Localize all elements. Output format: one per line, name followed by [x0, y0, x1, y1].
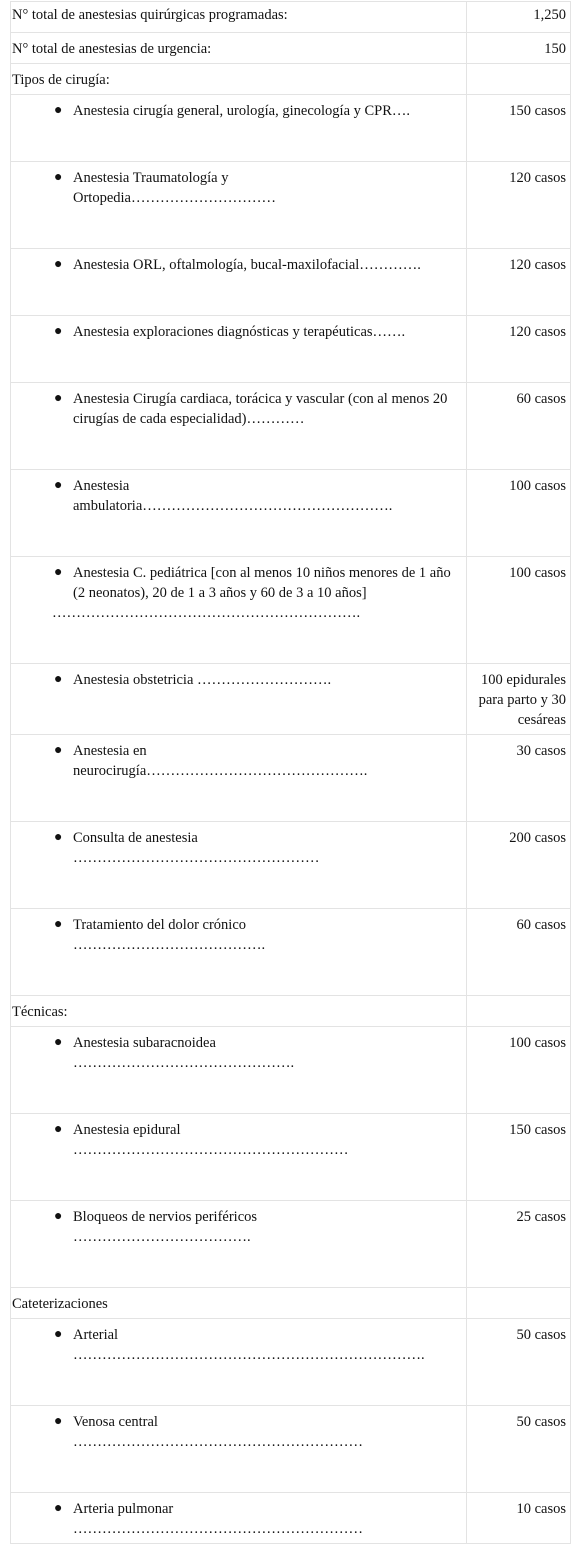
item-value: 50 casos [467, 1319, 571, 1406]
item-text: Bloqueos de nervios periféricos ………………………………. [73, 1209, 258, 1245]
item-value: 10 casos [467, 1493, 571, 1544]
bullet-icon: ● [54, 743, 63, 758]
item-value: 120 casos [467, 316, 571, 383]
item-value: 120 casos [467, 249, 571, 316]
item-text: Arterial ………………………………………………………………. [73, 1327, 425, 1363]
section-tecnicas-heading: Técnicas: [11, 996, 467, 1027]
list-item [11, 1201, 571, 1288]
bullet-icon: ● [54, 391, 63, 406]
urgencia-value: 150 [467, 33, 571, 64]
list-item [11, 95, 571, 162]
item-value: 120 casos [467, 162, 571, 249]
urgencia-label: N° total de anestesias de urgencia: [11, 33, 467, 64]
bullet-icon: ● [54, 830, 63, 845]
bullet-icon: ● [54, 257, 63, 272]
item-value: 150 casos [467, 95, 571, 162]
section-row [11, 64, 571, 95]
list-item [11, 909, 571, 996]
bullet-icon: ● [54, 170, 63, 185]
item-value: 25 casos [467, 1201, 571, 1288]
table-row [11, 33, 571, 64]
item-text: Anestesia obstetricia ………………………. [73, 672, 332, 688]
list-item [11, 316, 571, 383]
bullet-icon: ● [54, 672, 63, 687]
bullet-icon: ● [54, 1414, 63, 1429]
bullet-icon: ● [54, 565, 63, 580]
item-value: 100 casos [467, 557, 571, 664]
item-value: 50 casos [467, 1406, 571, 1493]
item-value: 200 casos [467, 822, 571, 909]
item-text: Anestesia ORL, oftalmología, bucal-maxilofacial…………. [73, 257, 421, 273]
item-value: 100 casos [467, 470, 571, 557]
list-item [11, 1493, 571, 1544]
bullet-icon: ● [54, 1501, 63, 1516]
item-text: Anestesia exploraciones diagnósticas y terapéuticas……. [73, 324, 406, 340]
bullet-icon: ● [54, 1035, 63, 1050]
list-item [11, 1319, 571, 1406]
list-item [11, 735, 571, 822]
item-leader-dots: ………………………………………………………. [52, 605, 361, 621]
list-item [11, 1114, 571, 1201]
bullet-icon: ● [54, 324, 63, 339]
item-value: 30 casos [467, 735, 571, 822]
item-text: Anestesia C. pediátrica [con al menos 10 niños menores de 1 año (2 neonatos), 20 de 1 a 3 años y 60 de 3 a 10 años] [73, 565, 451, 601]
item-value: 60 casos [467, 909, 571, 996]
item-value: 60 casos [467, 383, 571, 470]
item-text: Venosa central …………………………………………………… [73, 1414, 363, 1450]
item-value: 100 casos [467, 1027, 571, 1114]
programadas-label: N° total de anestesias quirúrgicas programadas: [11, 2, 467, 33]
item-text: Consulta de anestesia …………………………………………… [73, 830, 320, 866]
table-row [11, 2, 571, 33]
list-item [11, 162, 571, 249]
list-item [11, 664, 571, 735]
item-text: Anestesia epidural ………………………………………………… [73, 1122, 349, 1158]
section-tipos-heading: Tipos de cirugía: [11, 64, 467, 95]
item-text: Anestesia subaracnoidea ………………………………………. [73, 1035, 295, 1071]
list-item [11, 383, 571, 470]
item-text: Anestesia ambulatoria……………………………………………. [73, 478, 393, 514]
list-item [11, 249, 571, 316]
programadas-value: 1,250 [467, 2, 571, 33]
item-text: Anestesia cirugía general, urología, ginecología y CPR…. [73, 103, 411, 119]
item-value: 150 casos [467, 1114, 571, 1201]
item-text: Anestesia Cirugía cardiaca, torácica y vascular (con al menos 20 cirugías de cada especialidad)………… [73, 391, 448, 427]
list-item [11, 1027, 571, 1114]
bullet-icon: ● [54, 1327, 63, 1342]
bullet-icon: ● [54, 1122, 63, 1137]
bullet-icon: ● [54, 917, 63, 932]
section-row [11, 996, 571, 1027]
anesthesia-requirements-table [10, 1, 571, 1544]
item-text: Arteria pulmonar …………………………………………………… [73, 1501, 363, 1537]
list-item [11, 557, 571, 664]
bullet-icon: ● [54, 103, 63, 118]
list-item [11, 470, 571, 557]
section-cateterizaciones-heading: Cateterizaciones [11, 1288, 467, 1319]
bullet-icon: ● [54, 1209, 63, 1224]
bullet-icon: ● [54, 478, 63, 493]
item-value: 100 epidurales para parto y 30 cesáreas [467, 664, 571, 735]
list-item [11, 822, 571, 909]
section-row [11, 1288, 571, 1319]
item-text: Anestesia en neurocirugía………………………………………. [73, 743, 368, 779]
list-item [11, 1406, 571, 1493]
item-text: Anestesia Traumatología y Ortopedia………………………… [73, 170, 276, 206]
item-text: Tratamiento del dolor crónico …………………………………. [73, 917, 266, 953]
